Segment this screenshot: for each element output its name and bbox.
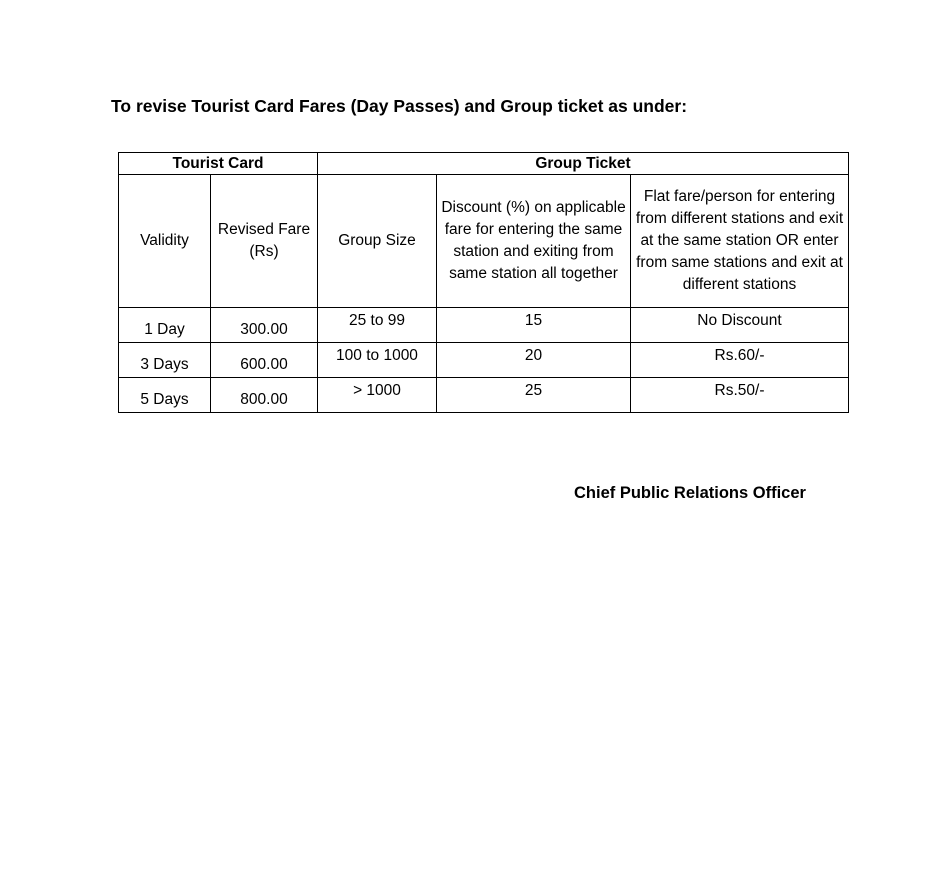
validity-header: Validity <box>119 175 211 308</box>
validity-cell: 1 Day <box>119 308 211 343</box>
flat-fare-header: Flat fare/person for entering from different stations and exit at the same station OR enter from same stations and exit at different stations <box>631 175 849 308</box>
fare-cell: 800.00 <box>211 378 318 413</box>
signature: Chief Public Relations Officer <box>574 484 806 502</box>
flat-fare-cell: No Discount <box>631 308 849 343</box>
revised-fare-header: Revised Fare (Rs) <box>211 175 318 308</box>
table-row <box>119 308 849 343</box>
table-group-header-row <box>119 153 849 175</box>
table-row <box>119 343 849 378</box>
table-row <box>119 378 849 413</box>
validity-cell: 3 Days <box>119 343 211 378</box>
fare-cell: 600.00 <box>211 343 318 378</box>
group-size-header: Group Size <box>318 175 437 308</box>
group-size-cell: 25 to 99 <box>318 308 437 343</box>
page-heading: To revise Tourist Card Fares (Day Passes) and Group ticket as under: <box>111 96 688 116</box>
discount-cell: 15 <box>437 308 631 343</box>
fare-table <box>118 152 849 413</box>
discount-cell: 25 <box>437 378 631 413</box>
group-ticket-header: Group Ticket <box>318 153 849 175</box>
table-column-header-row <box>119 175 849 308</box>
tourist-card-header: Tourist Card <box>119 153 318 175</box>
flat-fare-cell: Rs.50/- <box>631 378 849 413</box>
validity-cell: 5 Days <box>119 378 211 413</box>
flat-fare-cell: Rs.60/- <box>631 343 849 378</box>
discount-cell: 20 <box>437 343 631 378</box>
group-size-cell: > 1000 <box>318 378 437 413</box>
fare-cell: 300.00 <box>211 308 318 343</box>
discount-header: Discount (%) on applicable fare for entering the same station and exiting from same station all together <box>437 175 631 308</box>
group-size-cell: 100 to 1000 <box>318 343 437 378</box>
